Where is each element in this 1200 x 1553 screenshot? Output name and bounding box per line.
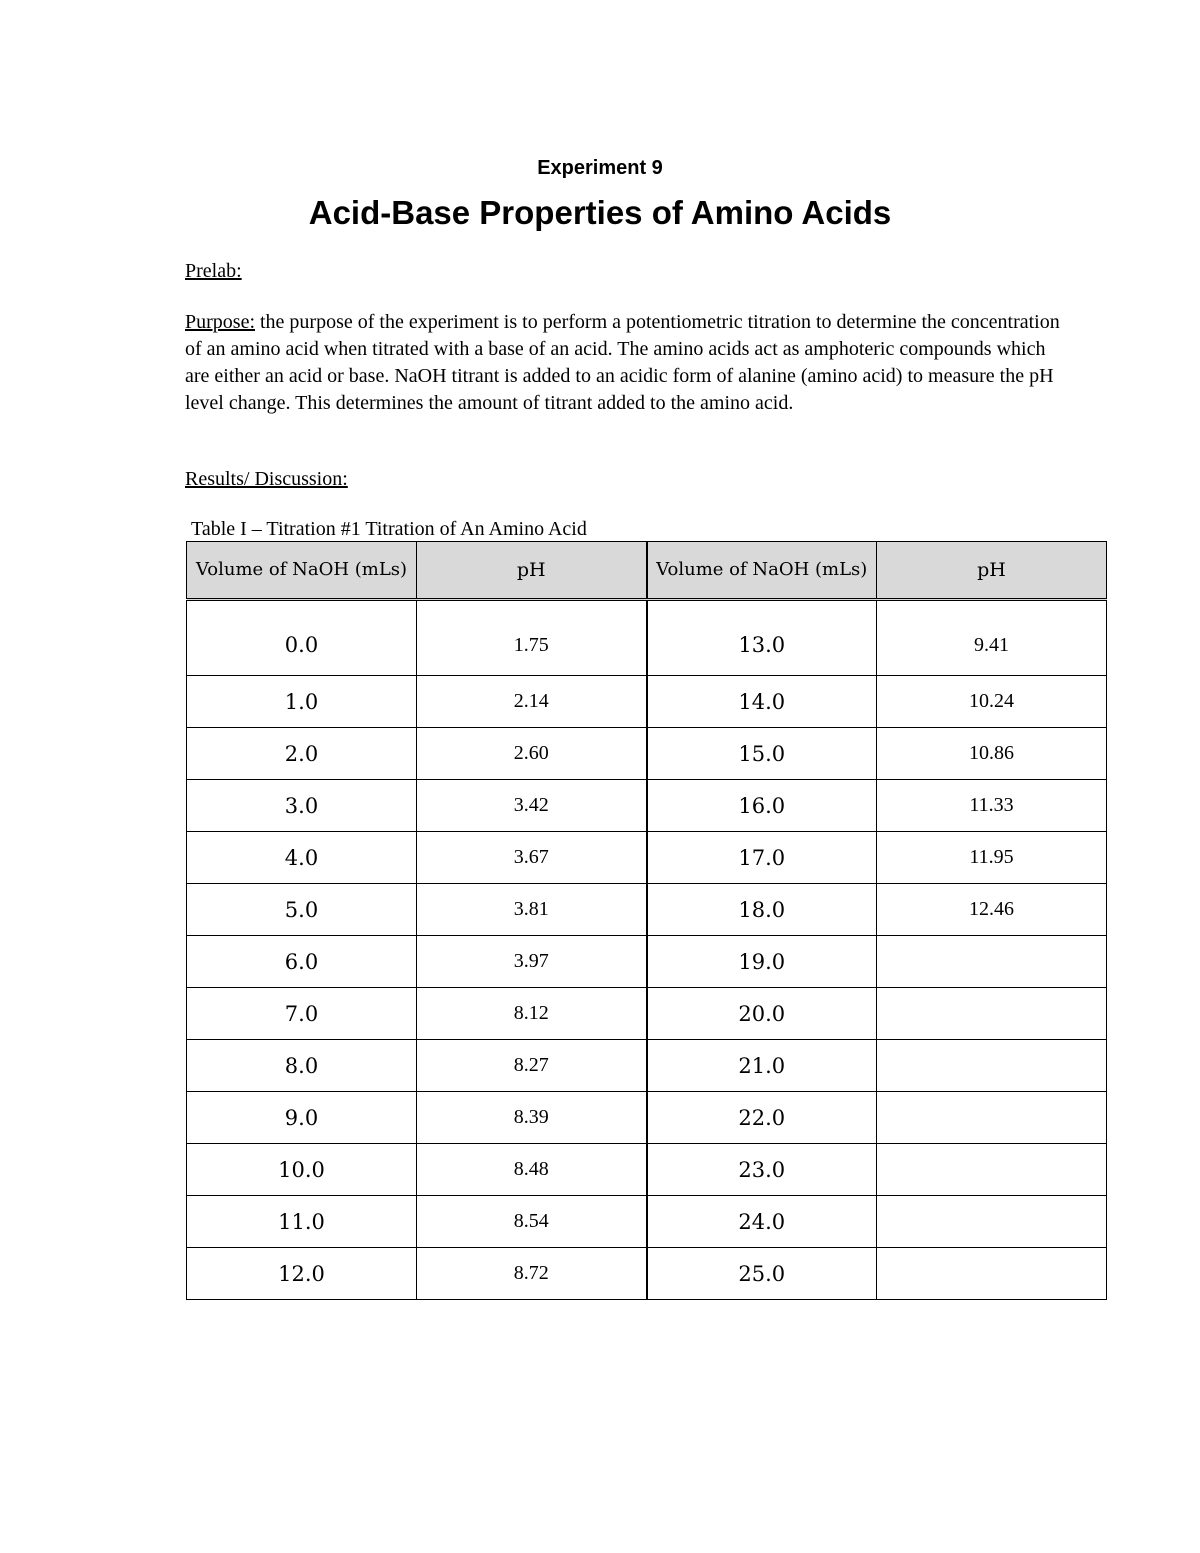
volume-cell: 15.0: [647, 728, 877, 780]
purpose-label: Purpose:: [185, 311, 255, 333]
ph-cell: 3.42: [417, 780, 647, 832]
volume-cell: 8.0: [187, 1040, 417, 1092]
ph-cell: 3.97: [417, 936, 647, 988]
table-row: [187, 676, 1107, 728]
ph-cell: 8.12: [417, 988, 647, 1040]
ph-cell: 8.39: [417, 1092, 647, 1144]
table-row: [187, 884, 1107, 936]
purpose-text: the purpose of the experiment is to perform a potentiometric titration to determine the concentration of an amino acid when titrated with a base of an acid. The amino acids act as amphoteric compounds which are either an acid or base. NaOH titrant is added to an acidic form of alanine (amino acid) to measure the pH level change. This determines the amount of titrant added to the amino acid.: [185, 311, 1060, 414]
ph-cell: 3.81: [417, 884, 647, 936]
ph-cell: 2.14: [417, 676, 647, 728]
volume-cell: 0.0: [187, 600, 417, 676]
table-row: [187, 1144, 1107, 1196]
titration-table: [186, 541, 1107, 1300]
ph-cell: 11.33: [877, 780, 1107, 832]
ph-cell: [877, 988, 1107, 1040]
ph-cell: [877, 1092, 1107, 1144]
volume-cell: 12.0: [187, 1248, 417, 1300]
header-volume-naoh-1: Volume of NaOH (mLs): [187, 542, 417, 600]
volume-cell: 14.0: [647, 676, 877, 728]
volume-cell: 16.0: [647, 780, 877, 832]
ph-cell: 12.46: [877, 884, 1107, 936]
ph-cell: 2.60: [417, 728, 647, 780]
header-ph-2: pH: [877, 542, 1107, 600]
volume-cell: 20.0: [647, 988, 877, 1040]
header-volume-naoh-2: Volume of NaOH (mLs): [647, 542, 877, 600]
ph-cell: 11.95: [877, 832, 1107, 884]
volume-cell: 24.0: [647, 1196, 877, 1248]
volume-cell: 7.0: [187, 988, 417, 1040]
ph-cell: 9.41: [877, 600, 1107, 676]
prelab-heading: Prelab:: [185, 260, 242, 282]
volume-cell: 22.0: [647, 1092, 877, 1144]
ph-cell: 3.67: [417, 832, 647, 884]
ph-cell: [877, 1248, 1107, 1300]
table-row: [187, 728, 1107, 780]
table-row: [187, 832, 1107, 884]
volume-cell: 23.0: [647, 1144, 877, 1196]
ph-cell: 8.72: [417, 1248, 647, 1300]
purpose-paragraph: [185, 309, 1065, 417]
volume-cell: 4.0: [187, 832, 417, 884]
volume-cell: 5.0: [187, 884, 417, 936]
ph-cell: 8.48: [417, 1144, 647, 1196]
results-heading: Results/ Discussion:: [185, 468, 348, 490]
page-title: Acid-Base Properties of Amino Acids: [308, 194, 892, 231]
volume-cell: 2.0: [187, 728, 417, 780]
volume-cell: 13.0: [647, 600, 877, 676]
ph-cell: [877, 1196, 1107, 1248]
ph-cell: [877, 936, 1107, 988]
ph-cell: 10.86: [877, 728, 1107, 780]
volume-cell: 18.0: [647, 884, 877, 936]
table-row: [187, 1040, 1107, 1092]
ph-cell: [877, 1040, 1107, 1092]
header-ph-1: pH: [417, 542, 647, 600]
volume-cell: 21.0: [647, 1040, 877, 1092]
table-row: [187, 780, 1107, 832]
ph-cell: 10.24: [877, 676, 1107, 728]
table-row: [187, 936, 1107, 988]
volume-cell: 17.0: [647, 832, 877, 884]
volume-cell: 1.0: [187, 676, 417, 728]
table-row: [187, 600, 1107, 676]
table-row: [187, 988, 1107, 1040]
ph-cell: [877, 1144, 1107, 1196]
volume-cell: 25.0: [647, 1248, 877, 1300]
table-body: [187, 600, 1107, 1300]
volume-cell: 9.0: [187, 1092, 417, 1144]
table-row: [187, 1092, 1107, 1144]
table-row: [187, 1248, 1107, 1300]
volume-cell: 11.0: [187, 1196, 417, 1248]
table-row: [187, 1196, 1107, 1248]
volume-cell: 10.0: [187, 1144, 417, 1196]
volume-cell: 19.0: [647, 936, 877, 988]
ph-cell: 1.75: [417, 600, 647, 676]
ph-cell: 8.54: [417, 1196, 647, 1248]
experiment-number: Experiment 9: [537, 157, 663, 179]
volume-cell: 6.0: [187, 936, 417, 988]
volume-cell: 3.0: [187, 780, 417, 832]
ph-cell: 8.27: [417, 1040, 647, 1092]
table-header-row: [187, 542, 1107, 600]
table-caption: Table I – Titration #1 Titration of An Amino Acid: [191, 518, 587, 540]
